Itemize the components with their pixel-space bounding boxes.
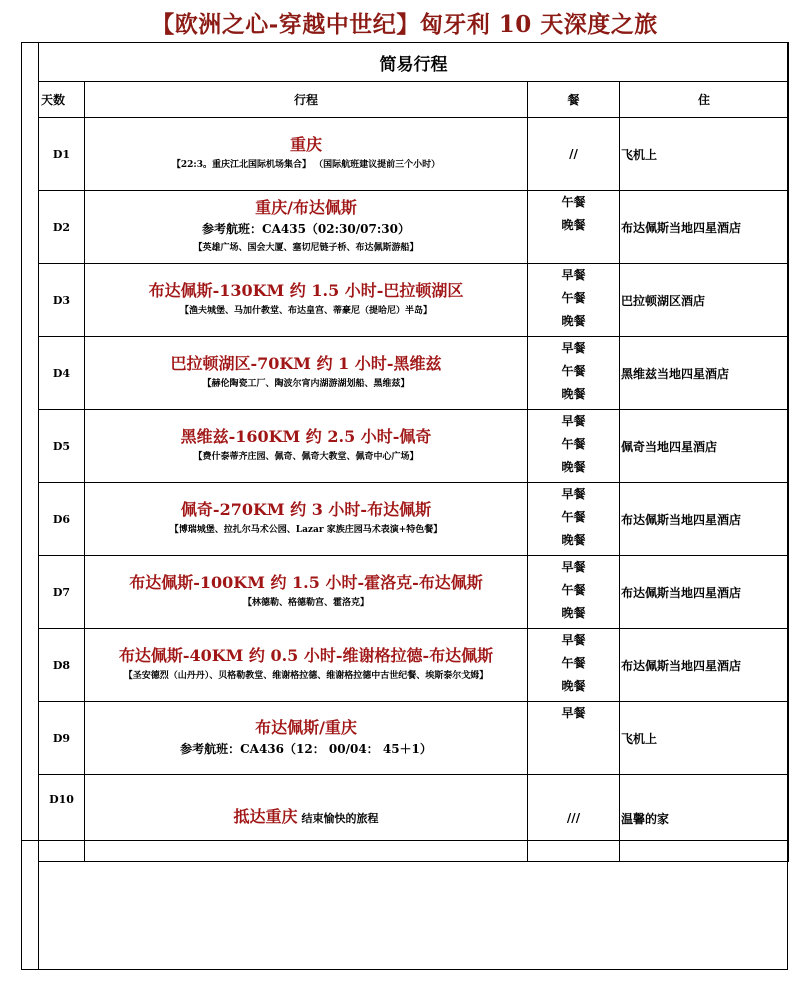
meal-item: 午餐 [561,364,586,378]
sights-list: 【渔夫城堡、马加什教堂、布达皇宫、蒂豪尼（提哈尼）半岛】 [179,306,432,316]
meal-cell [528,483,620,556]
page-title: 【欧洲之心-穿越中世纪】匈牙利 10 天深度之旅 [151,11,658,38]
table-header-row [39,82,789,118]
table-row [39,702,789,775]
sights-list: 【林德勒、格德勒宫、霍洛克】 [242,598,369,608]
table-row [39,264,789,337]
route-text: 布达佩斯-40KM 约 0.5 小时-维谢格拉德-布达佩斯 [118,646,494,665]
header-day: 天数 [39,82,85,118]
meal-cell [528,556,620,629]
sights-list: 【博瑞城堡、拉扎尔马术公园、Lazar 家族庄园马术表演+特色餐】 [169,525,443,535]
flight-info: 参考航班：CA435（02:30/07:30） [202,222,410,236]
route-title [85,426,527,448]
meal-item: 晚餐 [561,314,586,328]
hotel-cell: 佩奇当地四星酒店 [620,410,789,483]
meal-item: 午餐 [561,510,586,524]
table-row [39,483,789,556]
meal-item: 晚餐 [561,606,586,620]
meal-item: 晚餐 [561,460,586,474]
route-title [85,806,527,830]
table-row [39,337,789,410]
route-cell [85,775,528,862]
meal-item: 午餐 [561,437,586,451]
sights-list: 【22:3。重庆江北国际机场集合】 （国际航班建议提前三个小时） [171,160,441,170]
route-title [85,645,527,667]
meal-cell [528,702,620,775]
route-cell [85,702,528,775]
route-note: 结束愉快的旅程 [301,812,379,825]
itinerary-table [38,42,789,862]
hotel-cell: 布达佩斯当地四星酒店 [620,556,789,629]
day-cell: D5 [39,410,85,483]
meal-cell [528,337,620,410]
route-title [85,197,527,219]
meal-item: 早餐 [561,341,586,355]
table-row [39,629,789,702]
meal-item: 午餐 [561,291,586,305]
table-row [39,775,789,862]
route-text: 抵达重庆 [233,807,298,826]
meal-item: 午餐 [561,656,586,670]
hotel-cell: 布达佩斯当地四星酒店 [620,629,789,702]
meal-cell [528,264,620,337]
hotel-cell: 布达佩斯当地四星酒店 [620,191,789,264]
route-text: 黑维兹-160KM 约 2.5 小时-佩奇 [180,427,432,446]
hotel-cell: 巴拉顿湖区酒店 [620,264,789,337]
route-title [85,280,527,302]
hotel-cell: 温馨的家 [620,775,789,862]
meal-item: 晚餐 [561,679,586,693]
meal-cell [528,191,620,264]
header-route: 行程 [85,82,528,118]
route-text: 布达佩斯/重庆 [255,718,357,737]
route-cell [85,264,528,337]
table-row [39,556,789,629]
day-cell: D9 [39,702,85,775]
route-text: 布达佩斯-100KM 约 1.5 小时-霍洛克-布达佩斯 [129,573,483,592]
meal-item: 早餐 [561,487,586,501]
route-title [85,353,527,375]
route-text: 布达佩斯-130KM 约 1.5 小时-巴拉顿湖区 [148,281,464,300]
table-row [39,118,789,191]
route-title [85,499,527,521]
sights-list: 【英雄广场、国会大厦、塞切尼链子桥、布达佩斯游船】 [193,243,419,253]
header-hotel: 住 [620,82,789,118]
hotel-cell: 飞机上 [620,702,789,775]
meal-item: 早餐 [561,706,586,720]
meal-cell [528,629,620,702]
meal-item: 午餐 [561,195,586,209]
sights-list: 【赫伦陶瓷工厂、陶波尔宵内湖游湖划船、黑维兹】 [202,379,410,389]
route-text: 巴拉顿湖区-70KM 约 1 小时-黑维兹 [170,354,442,373]
meal-item: 午餐 [561,583,586,597]
meal-cell [528,410,620,483]
day-cell: D2 [39,191,85,264]
meal-item: 早餐 [561,633,586,647]
hotel-cell: 黑维兹当地四星酒店 [620,337,789,410]
route-cell [85,118,528,191]
day-cell: D8 [39,629,85,702]
meal-item: /// [566,810,581,825]
day-cell: D3 [39,264,85,337]
day-cell: D10 [39,775,85,862]
hotel-cell: 飞机上 [620,118,789,191]
meal-cell [528,775,620,862]
route-cell [85,556,528,629]
route-cell [85,191,528,264]
sights-list: 【圣安德烈（山丹丹）、贝格勒教堂、维谢格拉德、维谢格拉德中古世纪餐、埃斯泰尔戈姆】 [123,671,489,681]
meal-item: 早餐 [561,560,586,574]
route-text: 佩奇-270KM 约 3 小时-布达佩斯 [180,500,432,519]
meal-item: 晚餐 [561,387,586,401]
route-cell [85,337,528,410]
meal-cell [528,118,620,191]
meal-item: 晚餐 [561,218,586,232]
meal-item: 早餐 [561,414,586,428]
day-cell: D6 [39,483,85,556]
sights-list: 【费什泰蒂齐庄园、佩奇、佩奇大教堂、佩奇中心广场】 [193,452,419,462]
route-title [85,717,527,739]
meal-item: // [569,146,578,161]
day-cell: D7 [39,556,85,629]
route-text: 重庆 [289,135,322,154]
meal-item: 早餐 [561,268,586,282]
header-meal: 餐 [528,82,620,118]
table-row [39,191,789,264]
hotel-cell: 布达佩斯当地四星酒店 [620,483,789,556]
table-caption: 简易行程 [39,43,789,82]
route-cell [85,483,528,556]
meal-item: 晚餐 [561,533,586,547]
route-cell [85,629,528,702]
route-title [85,572,527,594]
route-cell [85,410,528,483]
day-cell: D1 [39,118,85,191]
flight-info: 参考航班：CA436（12： 00/04： 45＋1） [180,742,432,756]
route-title [85,134,527,156]
route-text: 重庆/布达佩斯 [255,198,357,217]
day-cell: D4 [39,337,85,410]
table-row [39,410,789,483]
